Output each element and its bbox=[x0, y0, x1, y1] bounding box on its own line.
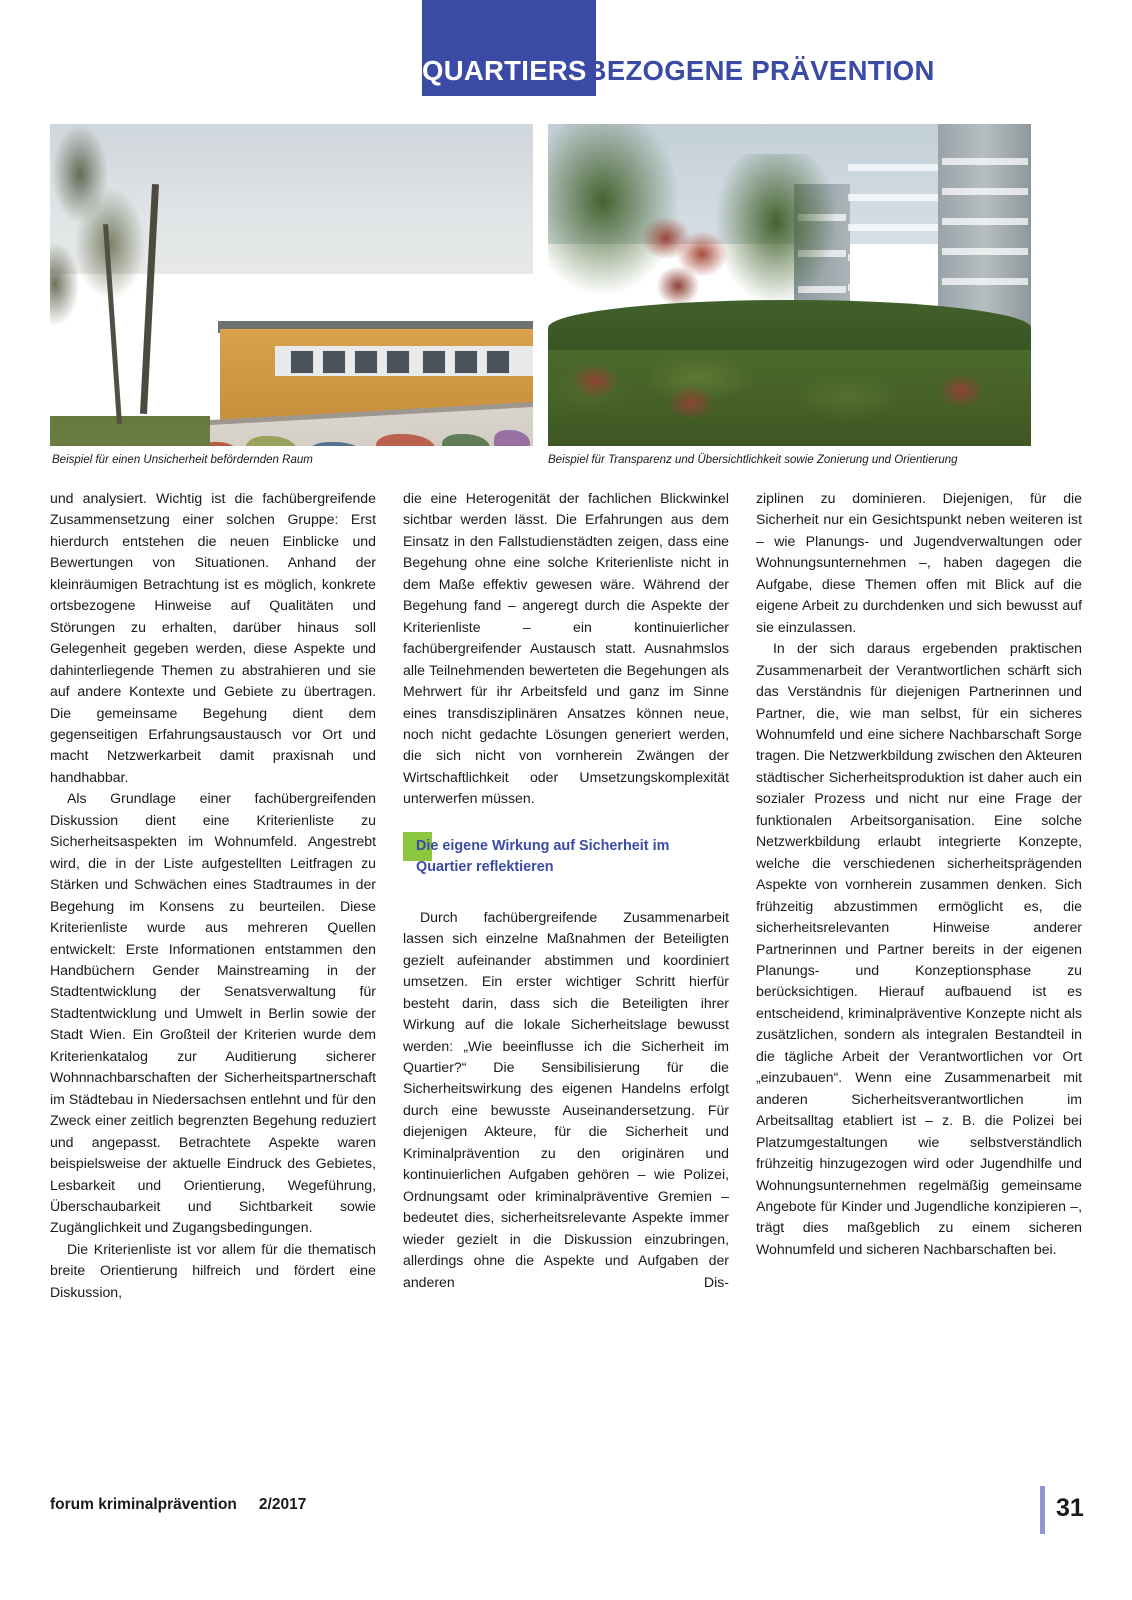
text-column-2 bbox=[403, 488, 729, 1438]
footer-publication: forum kriminalprävention bbox=[50, 1496, 237, 1513]
page-title bbox=[422, 57, 1082, 85]
section-heading-block bbox=[403, 836, 729, 888]
page-header bbox=[0, 0, 1132, 108]
paragraph: ziplinen zu dominieren. Diejenigen, für die Sicherheit nur ein Gesichtspunkt neben weiteren ist – wie Planungs- und Jugendverwaltungen oder Wohnungsunternehmen –, haben dagegen die Aufgabe, diese Themen offen mit Blick auf die eigene Arbeit zu durchdenken und sich bewusst auf sie einzulassen. bbox=[756, 490, 1082, 635]
page-footer bbox=[0, 1496, 1132, 1556]
figure-row bbox=[50, 124, 1082, 474]
figure-left-image bbox=[50, 124, 533, 446]
article-body bbox=[50, 488, 1082, 1438]
paragraph: und analysiert. Wichtig ist die fachübergreifende Zusammensetzung einer solchen Gruppe: Erst hierdurch entstehen die neuen Einblicke und Bewertungen von Situationen. Anhand der kleinräumigen Betrachtung ist es möglich, konkrete ortsbezogene Hinweise auf Qualitäten und Störungen zu erhalten, darüber hinaus soll Gelegenheit gegeben werden, diese Aspekte und dahinterliegende Themen zu abstrahieren und sie auf andere Kontexte und Gebiete zu übertragen. Die gemeinsame Begehung dient dem gegenseitigen Erfahrungsaustausch vor Ort und macht Netzwerkarbeit damit praxisnah und handhabbar. bbox=[50, 490, 376, 785]
text-column-3 bbox=[756, 488, 1082, 1438]
footer-publication-block bbox=[50, 1496, 306, 1514]
paragraph: Als Grundlage einer fachübergreifenden Diskussion dient eine Kriterienliste zu Sicherheitsaspekten im Wohnumfeld. Angestrebt wird, die in der Liste aufgestellten Leitfragen zu Stärken und Schwächen eines Stadtraumes in der Begehung im Konsens zu beurteilen. Diese Kriterienliste wurde aus mehreren Quellen entwickelt: Erste Informationen entstammen den Handbüchern Gender Mainstreaming in der Stadtentwicklung der Senatsverwaltung für Stadtentwicklung und Umwelt in Berlin sowie der Stadt Wien. Ein Großteil der Kriterien wurde dem Kriterienkatalog zur Auditierung sicherer Wohnnachbarschaften der Sicherheitspartnerschaft im Städtebau in Niedersachsen entlehnt und für den Zweck einer zeitlich begrenzten Begehung reduziert und angepasst. Betrachtete Aspekte waren beispielsweise der aktuelle Eindruck des Gebietes, Lesbarkeit und Orientierung, Wegeführung, Überschaubarkeit und Sichtbarkeit sowie Zugänglichkeit und Zugangsbedingungen. bbox=[50, 790, 376, 1236]
page-title-rest: BEZOGENE PRÄVENTION bbox=[586, 55, 935, 86]
text-column-1 bbox=[50, 488, 376, 1438]
paragraph: In der sich daraus ergebenden praktischen Zusammenarbeit der Verantwortlichen schärft sich das Verständnis für diejenigen Partnerinnen und Partner, die, wie man selbst, für ein sicheres Wohnumfeld und eine sichere Nachbarschaft Sorge tragen. Die Netzwerkbildung zwischen den Akteuren städtischer Sicherheitsproduktion ist daher auch ein sozialer Prozess und nicht nur eine Frage der funktionalen Arbeitsorganisation. Eine solche Netzwerkbildung erlaubt integrierte Konzepte, welche die verschiedenen sicherheitsprägenden Aspekte von vornherein zusammen denken. Sich frühzeitig abzustimmen ermöglicht es, die sicherheitsrelevanten Hinweise anderer Partnerinnen und Partner bereits in der eigenen Planungs- und Konzeptionsphase zu berücksichtigen. Hierauf aufbauend ist es entscheidend, kriminalpräventive Konzepte nicht als zusätzlichen, sondern als integralen Bestandteil in die tägliche Arbeit der Verantwortlichen vor Ort „einzubauen“. Wenn eine Zusammenarbeit mit anderen Sicherheitsverantwortlichen im Arbeitsalltag etabliert ist – z. B. die Polizei bei Platzumgestaltungen wie selbstverständlich frühzeitig hinzugezogen wird oder Jugendhilfe und Wohnungsunternehmen regelmäßig gemeinsame Angebote für Kinder und Jugendliche konzipieren –, trägt dies maßgeblich zu einem sicheren Wohnumfeld und sicheren Nachbarschaften bei. bbox=[756, 640, 1082, 1257]
figure-left-caption: Beispiel für einen Unsicherheit befördernden Raum bbox=[52, 454, 313, 466]
figure-right bbox=[548, 124, 1031, 446]
footer-rule bbox=[1040, 1486, 1045, 1534]
section-heading: Die eigene Wirkung auf Sicherheit im Quartier reflektieren bbox=[416, 837, 670, 875]
footer-issue: 2/2017 bbox=[258, 1496, 307, 1513]
paragraph: die eine Heterogenität der fachlichen Blickwinkel sichtbar werden lässt. Die Erfahrungen aus dem Einsatz in den Fallstudienstädten zeigen, dass eine Begehung ohne eine solche Kriterienliste nicht in dem Maße effektiv gewesen wäre. Während der Begehung fand – angeregt durch die Aspekte der Kriterienliste – ein kontinuierlicher fachübergreifender Austausch statt. Ausnahmslos alle Teilnehmenden bewerteten die Begehungen als Mehrwert für ihr Arbeitsfeld und ganz im Sinne eines transdisziplinären Ansatzes können neue, noch nicht gedachte Lösungen generiert werden, die sich nicht von vornherein Zwängen der Wirtschaftlichkeit oder Umsetzungskomplexität unterwerfen müssen. bbox=[403, 490, 729, 807]
paragraph: Durch fachübergreifende Zusammenarbeit lassen sich einzelne Maßnahmen der Beteiligten gezielt aufeinander abstimmen und koordiniert umsetzen. Ein erster wichtiger Schritt hierfür besteht darin, dass sich die Beteiligten ihrer Wirkung auf die lokale Sicherheitslage bewusst werden: „Wie beeinflusse ich die Sicherheit im Quartier?“ Die Sensibilisierung für die Sicherheitswirkung des eigenen Handelns erfolgt durch eine bewusste Auseinandersetzung. Für diejenigen Akteure, für die Sicherheit und Kriminalprävention zu den originären und kontinuierlichen Aufgaben gehören – wie Polizei, Ordnungsamt oder kriminalpräventive Gremien – bedeutet dies, sicherheitsrelevante Aspekte immer wieder gezielt in die Diskussion einzubringen, allerdings ohne die Aspekte und Aufgaben der anderen Dis- bbox=[403, 908, 729, 1290]
figure-right-image bbox=[548, 124, 1031, 446]
figure-right-caption: Beispiel für Transparenz und Übersichtlichkeit sowie Zonierung und Orientierung bbox=[548, 454, 958, 466]
page-title-highlight: QUARTIERS bbox=[422, 55, 587, 86]
paragraph: Die Kriterienliste ist vor allem für die thematisch breite Orientierung hilfreich und fördert eine Diskussion, bbox=[50, 1240, 376, 1300]
page-number: 31 bbox=[1056, 1494, 1084, 1522]
figure-left bbox=[50, 124, 533, 446]
